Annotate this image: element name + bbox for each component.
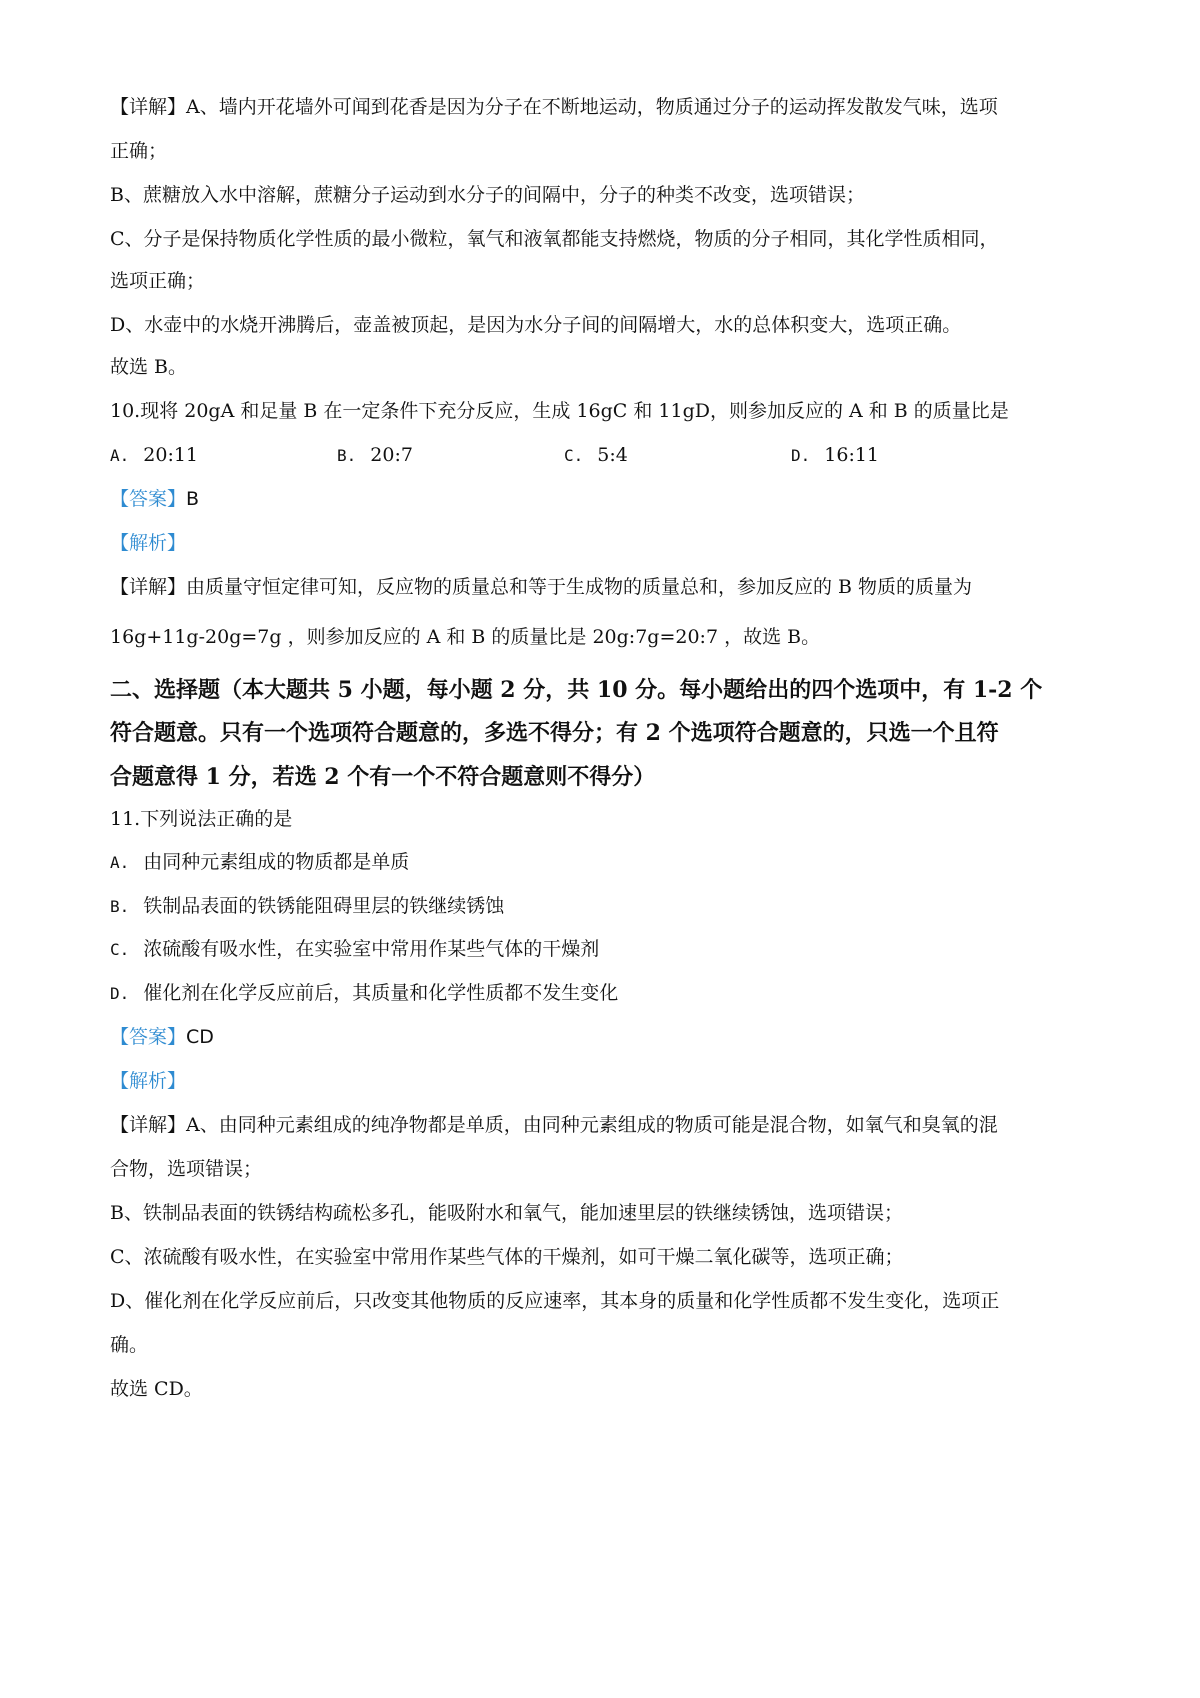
q10-answer <box>110 484 199 514</box>
option-text: 催化剂在化学反应前后，其质量和化学性质都不发生变化 <box>143 982 619 1004</box>
q10-option-d <box>791 440 879 471</box>
q9-detail-c-line2: 选项正确； <box>110 270 206 292</box>
q10-detail-text: 由质量守恒定律可知，反应物的质量总和等于生成物的质量总和，参加反应的 B 物质的质量为 <box>186 576 973 598</box>
q11-conclusion: 故选 CD。 <box>110 1378 203 1400</box>
q11-option-b <box>110 891 504 922</box>
q11-answer <box>110 1022 214 1052</box>
q10-detail-line2: 16g+11g-20g=7g ，则参加反应的 A 和 B 的质量比是 20g:7g=20:7 ，故选 B。 <box>110 626 821 648</box>
option-letter: C. <box>564 446 584 465</box>
q10-detail-line1 <box>110 572 972 602</box>
q10-analysis-tag: 【解析】 <box>110 532 187 554</box>
q11-option-d <box>110 978 618 1009</box>
section2-heading-line2: 符合题意。只有一个选项符合题意的，多选不得分；有 2 个选项符合题意的，只选一个且符 <box>110 720 999 746</box>
detail-tag: 【详解】 <box>110 96 187 118</box>
q10-option-b <box>337 440 413 471</box>
q9-detail-a-line2: 正确； <box>110 140 168 162</box>
option-text: 5:4 <box>597 444 628 466</box>
section2-heading-line1: 二、选择题（本大题共 5 小题，每小题 2 分，共 10 分。每小题给出的四个选项中，有 1-2 个 <box>110 677 1043 703</box>
option-text: 由同种元素组成的物质都是单质 <box>143 851 410 873</box>
q11-detail-d-line1: D、催化剂在化学反应前后，只改变其他物质的反应速率，其本身的质量和化学性质都不发生变化，选项正 <box>110 1290 1000 1312</box>
q9-detail-a-text: A、墙内开花墙外可闻到花香是因为分子在不断地运动，物质通过分子的运动挥发散发气味，选项 <box>186 96 998 118</box>
option-text: 16:11 <box>824 444 880 466</box>
option-letter: C. <box>110 940 130 959</box>
option-text: 铁制品表面的铁锈能阻碍里层的铁继续锈蚀 <box>143 895 505 917</box>
answer-tag: 【答案】 <box>110 1026 187 1048</box>
q9-detail-d: D、水壶中的水烧开沸腾后，壶盖被顶起，是因为水分子间的间隔增大，水的总体积变大，选项正确。 <box>110 314 962 336</box>
q11-detail-c: C、浓硫酸有吸水性，在实验室中常用作某些气体的干燥剂，如可干燥二氧化碳等，选项正确； <box>110 1246 904 1268</box>
q11-detail-a-line2: 合物，选项错误； <box>110 1158 263 1180</box>
detail-tag: 【详解】 <box>110 1114 187 1136</box>
q10-question: 10.现将 20gA 和足量 B 在一定条件下充分反应，生成 16gC 和 11gD，则参加反应的 A 和 B 的质量比是 <box>110 400 1009 422</box>
option-letter: A. <box>110 853 130 872</box>
section2-heading-line3: 合题意得 1 分，若选 2 个有一个不符合题意则不得分） <box>110 764 656 790</box>
q11-detail-a-text: A、由同种元素组成的纯净物都是单质，由同种元素组成的物质可能是混合物，如氧气和臭氧的混 <box>186 1114 998 1136</box>
option-text: 浓硫酸有吸水性，在实验室中常用作某些气体的干燥剂 <box>143 938 600 960</box>
option-letter: B. <box>110 897 130 916</box>
option-text: 20:11 <box>143 444 199 466</box>
q11-question: 11.下列说法正确的是 <box>110 808 293 830</box>
q11-detail-d-line2: 确。 <box>110 1334 149 1356</box>
q11-option-c <box>110 934 599 965</box>
q9-detail-a-line1 <box>110 92 998 122</box>
answer-value: B <box>186 488 200 510</box>
answer-value: CD <box>186 1026 214 1048</box>
option-letter: D. <box>791 446 811 465</box>
answer-tag: 【答案】 <box>110 488 187 510</box>
q10-option-a <box>110 440 198 471</box>
q11-analysis-tag: 【解析】 <box>110 1070 187 1092</box>
q11-detail-b: B、铁制品表面的铁锈结构疏松多孔，能吸附水和氧气，能加速里层的铁继续锈蚀，选项错误； <box>110 1202 903 1224</box>
option-letter: B. <box>337 446 357 465</box>
q9-detail-b: B、蔗糖放入水中溶解，蔗糖分子运动到水分子的间隔中，分子的种类不改变，选项错误； <box>110 184 865 206</box>
detail-tag: 【详解】 <box>110 576 187 598</box>
q10-option-c <box>564 440 628 471</box>
q9-conclusion: 故选 B。 <box>110 356 188 378</box>
option-letter: D. <box>110 984 130 1003</box>
q11-option-a <box>110 847 409 878</box>
option-letter: A. <box>110 446 130 465</box>
q9-detail-c-line1: C、分子是保持物质化学性质的最小微粒，氧气和液氧都能支持燃烧，物质的分子相同，其化学性质相同， <box>110 228 999 250</box>
q11-detail-a-line1 <box>110 1110 998 1140</box>
option-text: 20:7 <box>370 444 413 466</box>
